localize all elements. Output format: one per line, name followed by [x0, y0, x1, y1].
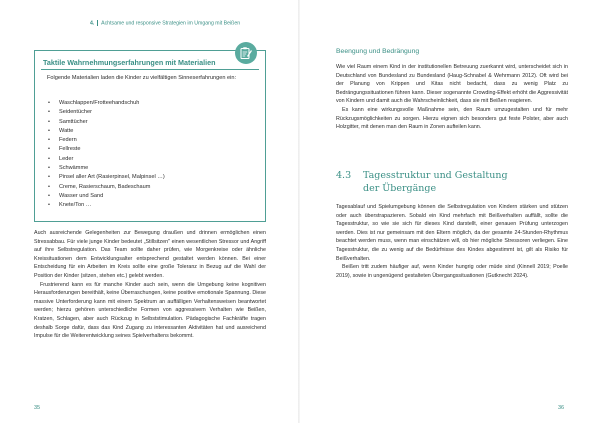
paragraph: Frustrierend kann es für manche Kinder auch sein, wenn die Umgebung keine kognitiven Herausforderungen bereithält, keine Überraschungen, keine positive emotionale Spannung. Diese massive Unterforderung kann mit einem Spektrum an auffälligen Verhaltensweisen beantwortet werden; hierzu gehören unterschiedliche Formen von aggressivem Verhalten wie Beißen, Kratzen, Schlagen, aber auch Rückzug in Selbststimulation. Pädagogische Fachkräfte tragen deshalb Sorge dafür, dass das Kind Zugang zu interessanten Aktivitäten hat und ausreichend Impulse für die Weiterentwicklung seines Spielverhaltens bekommt.: [34, 281, 266, 340]
materials-list: [47, 99, 165, 211]
paragraph: Beißen tritt zudem häufiger auf, wenn Kinder hungrig oder müde sind (Kinnell 2019; Poelle 2019), sowie in ungenügend gestalteten Übergangssituationen (Gutknecht 2024).: [336, 264, 568, 279]
section-title-line2: der Übergänge: [363, 182, 437, 194]
list-item: • Schwämme: [47, 164, 165, 173]
paragraph: Es kann eine wirkungsvolle Maßnahme sein, den Raum umzugestalten und für mehr Rückzugsmöglichkeiten zu sorgen. Hierzu eignen sich besonders gut feste Polster, aber auch Holzgitter, mit denen man den Raum in Zonen aufteilen kann.: [336, 106, 568, 131]
right-body-text-bottom: [336, 203, 568, 280]
section-title-line1: Tagesstruktur und Gestaltung: [363, 170, 508, 181]
list-item: • Federn: [47, 136, 165, 145]
running-head-divider: [97, 20, 98, 26]
paragraph: Tagesablauf und Spielumgebung können die Selbstregulation von Kindern stärken und stützen oder auch überstrapazieren. Sobald ein Kind mehrfach mit Beißverhalten auffällt, sollte die Tagesstruktur, so wie sie sich für dieses Kind darstellt, einer genauen Prüfung unterzogen werden. Dies ist nur gemeinsam mit den Eltern möglich, da der gesamte 24-Stunden-Rhythmus beachtet werden muss, wenn man einschätzen will, ob hier mögliche Stressoren verliegen. Eine Tagesstruktur, die zu wenig auf die Bedürfnisse des Kindes abgestimmt ist, gilt als Risiko für Beißverhalten.: [336, 204, 568, 262]
list-item: • Knete/Ton …: [47, 201, 165, 210]
left-body-text: [34, 229, 266, 341]
running-head-chapter: 4.: [90, 20, 95, 27]
paragraph: Wie viel Raum einem Kind in der institutionellen Betreuung zuerkannt wird, unterscheidet sich in Deutschland von Bundesland zu Bundesland (Haug-Schnabel & Wehrmann 2012). Oft wird bei der Planung von Krippen und Kitas nicht bedacht, dass zu wenig Platz zu Bedrängungssituationen führen kann. Dieser sogenannte Crowding-Effekt erhöht die Aggressivität von Kindern und damit auch die Wahrscheinlichkeit, dass sie mit Beißen reagieren.: [336, 64, 568, 105]
list-item: • Samttücher: [47, 118, 165, 127]
box-title: Taktile Wahrnehmungserfahrungen mit Materialien: [43, 58, 216, 67]
section-heading: [336, 170, 508, 195]
paragraph: Auch ausreichende Gelegenheiten zur Bewegung draußen und drinnen ermöglichen einen Stressabbau. Für viele junge Kinder bedeutet „Stillsitzen" einen wesentlichen Stressor und Angriff auf ihre Selbstregulation. Das Team sollte daher prüfen, wie Morgenkreise oder ähnliche Kreissituationen dem Entwicklungsalter entsprechend gestaltet werden können. Bei einer Entscheidung für ein Arbeiten im Kreis sollte eine große Toleranz in Bezug auf die Wahl der Position der Kinder (sitzen, stehen etc.) gelebt werden.: [34, 230, 266, 279]
list-item: • Pinsel aller Art (Rasierpinsel, Malpinsel …): [47, 173, 165, 182]
clipboard-pencil-icon: [235, 42, 257, 64]
list-item: • Leder: [47, 155, 165, 164]
list-item: • Waschlappen/Frotteehandschuh: [47, 99, 165, 108]
box-title-rule: [41, 69, 259, 70]
box-intro: Folgende Materialien laden die Kinder zu vielfältigen Sinneserfahrungen ein:: [47, 75, 237, 81]
running-head-text: Achtsame und responsive Strategien im Umgang mit Beißen: [101, 20, 241, 27]
page-number-right: 36: [558, 405, 565, 411]
materials-info-box: [34, 50, 266, 222]
subheading: Beengung und Bedrängung: [336, 48, 420, 55]
list-item: • Wasser und Sand: [47, 192, 165, 201]
list-item: • Creme, Rasierschaum, Badeschaum: [47, 183, 165, 192]
section-number: 4.3: [336, 170, 352, 181]
list-item: • Seidentücher: [47, 108, 165, 117]
list-item: • Fellreste: [47, 145, 165, 154]
page-number-left: 35: [34, 405, 41, 411]
running-head: [90, 20, 240, 26]
list-item: • Watte: [47, 127, 165, 136]
right-body-text-top: [336, 63, 568, 132]
